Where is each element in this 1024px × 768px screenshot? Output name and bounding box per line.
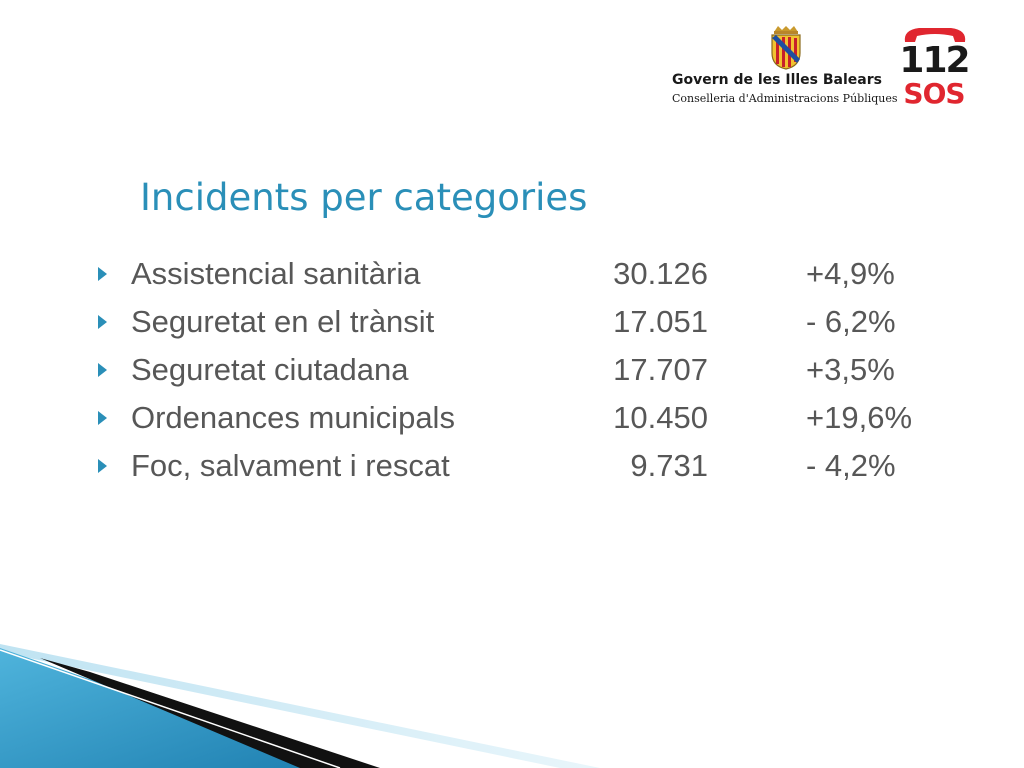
112-sos-logo [896, 26, 976, 110]
incident-count: 30.126 [613, 256, 708, 291]
list-item [98, 394, 958, 442]
bullet-arrow-icon [98, 411, 107, 425]
category-label: Seguretat ciutadana [131, 352, 409, 387]
list-item [98, 298, 958, 346]
percent-change: - 4,2% [806, 448, 896, 483]
emergency-number: 112 [899, 40, 969, 81]
list-item [98, 250, 958, 298]
coat-of-arms-icon [766, 26, 806, 70]
percent-change: +3,5% [806, 352, 895, 387]
slide-title: Incidents per categories [140, 176, 588, 219]
sos-text: SOS [903, 77, 965, 110]
percent-change: +4,9% [806, 256, 895, 291]
incident-count: 10.450 [613, 400, 708, 435]
bullet-arrow-icon [98, 267, 107, 281]
govern-department: Conselleria d'Administracions Públiques [672, 92, 898, 105]
category-label: Ordenances municipals [131, 400, 455, 435]
category-label: Seguretat en el trànsit [131, 304, 435, 339]
bullet-arrow-icon [98, 459, 107, 473]
percent-change: +19,6% [806, 400, 913, 435]
category-label: Foc, salvament i rescat [131, 448, 450, 483]
incident-count: 9.731 [630, 448, 708, 483]
incident-count: 17.051 [613, 304, 708, 339]
category-list [98, 250, 958, 490]
list-item [98, 346, 958, 394]
percent-change: - 6,2% [806, 304, 896, 339]
incident-count: 17.707 [613, 352, 708, 387]
corner-decoration [0, 640, 1024, 768]
govern-illes-balears-logo [672, 26, 896, 110]
bullet-arrow-icon [98, 363, 107, 377]
category-label: Assistencial sanitària [131, 256, 421, 291]
list-item [98, 442, 958, 490]
govern-name: Govern de les Illes Balears [672, 72, 882, 88]
bullet-arrow-icon [98, 315, 107, 329]
